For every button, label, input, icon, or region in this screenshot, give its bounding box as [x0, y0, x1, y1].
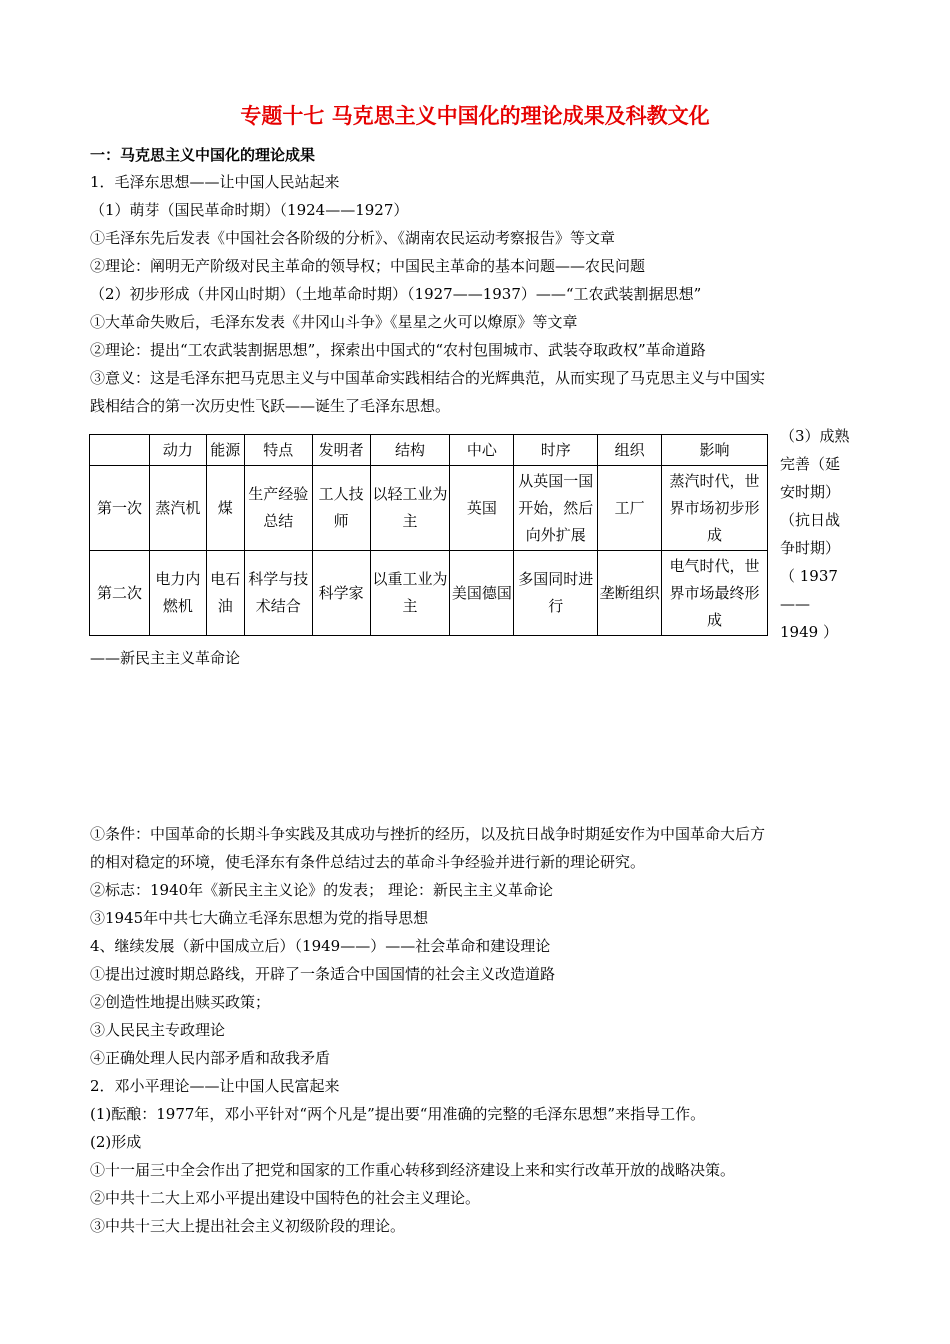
text-line: (1)酝酿：1977年，邓小平针对“两个凡是”提出要“用准确的完整的毛泽东思想”来指导工作。	[90, 1105, 706, 1123]
header-cell: 组织	[598, 435, 662, 466]
side-note-line: 完善（延	[780, 455, 841, 473]
section-heading: 一：马克思主义中国化的理论成果	[90, 146, 316, 164]
table-row	[90, 466, 768, 551]
table-cell: 垄断组织	[598, 551, 662, 636]
header-cell: 影响	[662, 435, 768, 466]
text-line: 2．邓小平理论——让中国人民富起来	[90, 1077, 340, 1095]
table-cell: 电气时代，世界市场最终形成	[662, 551, 768, 636]
text-line: ③人民民主专政理论	[90, 1021, 226, 1039]
text-line: ①毛泽东先后发表《中国社会各阶级的分析》、《湖南农民运动考察报告》等文章	[90, 229, 616, 247]
header-cell: 中心	[450, 435, 514, 466]
header-cell: 能源	[206, 435, 244, 466]
table-cell: 科学家	[312, 551, 370, 636]
text-line: ②中共十二大上邓小平提出建设中国特色的社会主义理论。	[90, 1189, 481, 1207]
header-cell: 时序	[514, 435, 598, 466]
text-line: ①提出过渡时期总路线，开辟了一条适合中国国情的社会主义改造道路	[90, 965, 556, 983]
text-line: ③意义：这是毛泽东把马克思主义与中国革命实践相结合的光辉典范，从而实现了马克思主义与中国实	[90, 369, 766, 387]
table-row	[90, 551, 768, 636]
text-line: ①条件：中国革命的长期斗争实践及其成功与挫折的经历，以及抗日战争时期延安作为中国革命大后方	[90, 825, 766, 843]
text-line: ——新民主主义革命论	[90, 649, 241, 667]
text-line: 的相对稳定的环境，使毛泽东有条件总结过去的革命斗争经验并进行新的理论研究。	[90, 853, 646, 871]
table-cell: 第二次	[90, 551, 150, 636]
header-cell: 动力	[149, 435, 206, 466]
text-line: ①大革命失败后，毛泽东发表《井冈山斗争》《星星之火可以燎原》等文章	[90, 313, 578, 331]
side-note-line: ——	[780, 595, 810, 613]
side-note-line: 争时期）	[780, 539, 841, 557]
table-cell: 工厂	[598, 466, 662, 551]
text-line: ①十一届三中全会作出了把党和国家的工作重心转移到经济建设上来和实行改革开放的战略决策。	[90, 1161, 736, 1179]
text-line: ②理论：提出“工农武装割据思想”，探索出中国式的“农村包围城市、武装夺取政权”革命道路	[90, 341, 706, 359]
table-cell: 以轻工业为主	[370, 466, 450, 551]
table-cell: 第一次	[90, 466, 150, 551]
text-line: ③1945年中共七大确立毛泽东思想为党的指导思想	[90, 909, 429, 927]
header-cell: 特点	[244, 435, 312, 466]
table-cell: 多国同时进行	[514, 551, 598, 636]
text-line: ②创造性地提出赎买政策；	[90, 993, 271, 1011]
table-cell: 英国	[450, 466, 514, 551]
table-cell: 煤	[206, 466, 244, 551]
header-cell: 发明者	[312, 435, 370, 466]
text-line: ②标志：1940年《新民主主义论》的发表； 理论：新民主主义革命论	[90, 881, 553, 899]
industrial-revolution-table	[89, 434, 768, 636]
text-line: (2)形成	[90, 1133, 142, 1151]
text-line: ④正确处理人民内部矛盾和敌我矛盾	[90, 1049, 331, 1067]
side-note-line: 安时期）	[780, 483, 841, 501]
header-cell	[90, 435, 150, 466]
side-note	[780, 422, 862, 646]
table-cell: 以重工业为主	[370, 551, 450, 636]
table-cell: 电力内燃机	[149, 551, 206, 636]
page-title: 专题十七 马克思主义中国化的理论成果及科教文化	[240, 104, 710, 128]
text-line: ③中共十三大上提出社会主义初级阶段的理论。	[90, 1217, 406, 1235]
text-line: 践相结合的第一次历史性飞跃——诞生了毛泽东思想。	[90, 397, 451, 415]
side-note-line: 1949 ）	[780, 623, 838, 641]
text-line: 1．毛泽东思想——让中国人民站起来	[90, 173, 340, 191]
table-cell: 生产经验总结	[244, 466, 312, 551]
table-cell: 科学与技术结合	[244, 551, 312, 636]
table-cell: 工人技师	[312, 466, 370, 551]
text-line: （1）萌芽（国民革命时期）（1924——1927）	[90, 201, 409, 219]
table-header-row	[90, 435, 768, 466]
table-cell: 蒸汽时代，世界市场初步形成	[662, 466, 768, 551]
header-cell: 结构	[370, 435, 450, 466]
table-cell: 美国德国	[450, 551, 514, 636]
side-note-line: （ 1937	[780, 567, 838, 585]
text-line: （2）初步形成（井冈山时期）（土地革命时期）（1927——1937）——“工农武装割据思想”	[90, 285, 702, 303]
table-cell: 蒸汽机	[149, 466, 206, 551]
text-line: 4、继续发展（新中国成立后）（1949——）——社会革命和建设理论	[90, 937, 551, 955]
side-note-line: （抗日战	[780, 511, 841, 529]
text-line: ②理论：阐明无产阶级对民主革命的领导权；中国民主革命的基本问题——农民问题	[90, 257, 646, 275]
table-cell: 从英国一国开始，然后向外扩展	[514, 466, 598, 551]
table-cell: 电石油	[206, 551, 244, 636]
side-note-line: （3）成熟	[780, 427, 850, 445]
